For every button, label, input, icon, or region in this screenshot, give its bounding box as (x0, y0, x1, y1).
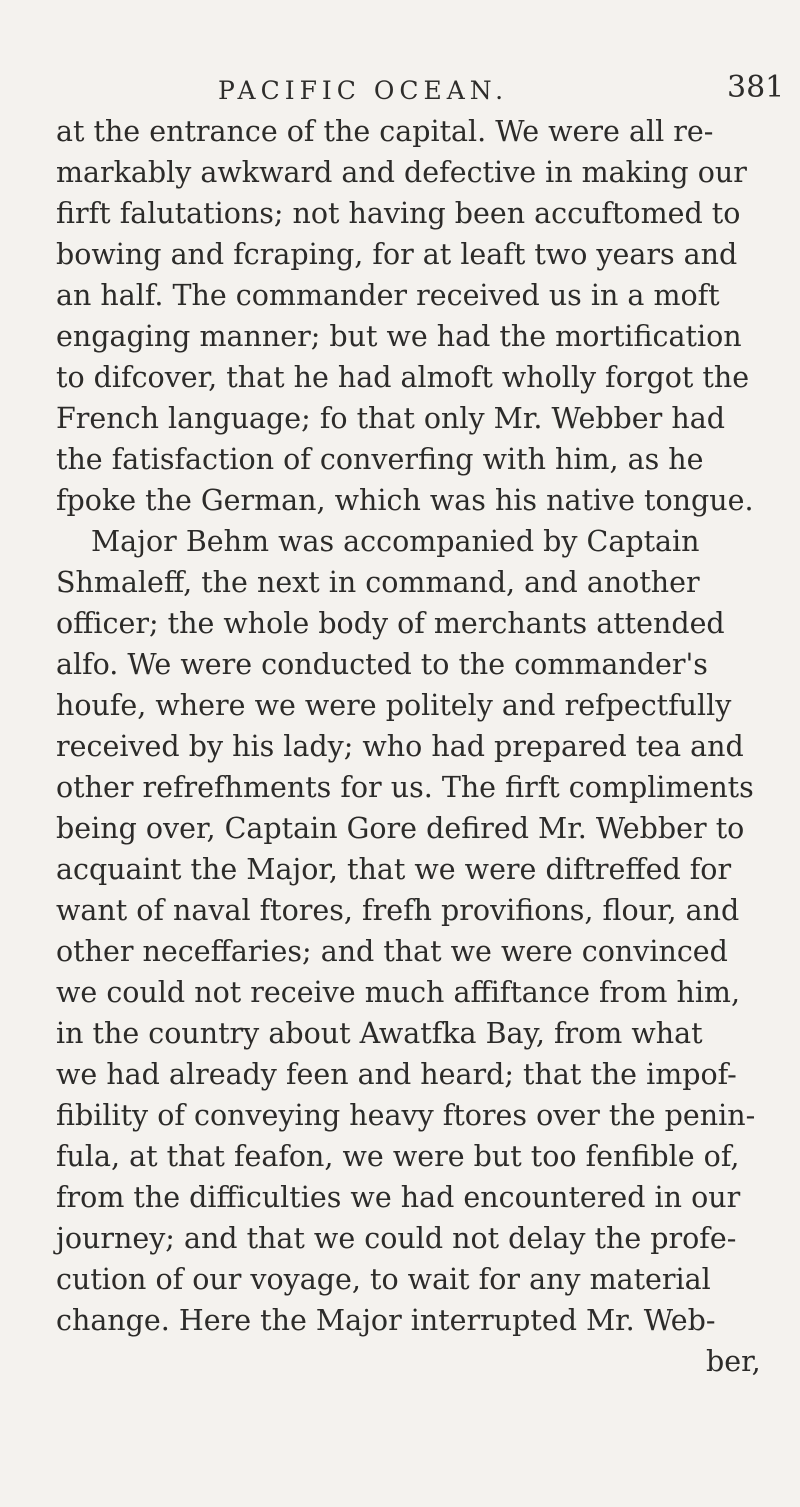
text-line: other refrefhments for us. The firft compliments (56, 771, 754, 804)
running-head: PACIFIC OCEAN. (218, 76, 509, 105)
text-line: houfe, where we were politely and refpectfully (56, 689, 732, 722)
text-line: received by his lady; who had prepared tea and (56, 730, 744, 763)
text-line: firft falutations; not having been accuftomed to (56, 197, 741, 230)
text-line: want of naval ftores, frefh provifions, flour, and (56, 894, 740, 927)
text-line: from the difficulties we had encountered in our (56, 1181, 741, 1214)
text-line: we had already feen and heard; that the impof- (56, 1058, 737, 1091)
text-line: markably awkward and defective in making our (56, 156, 747, 189)
text-line: other neceffaries; and that we were convinced (56, 935, 728, 968)
text-line: at the entrance of the capital. We were all re- (56, 115, 714, 148)
text-line: acquaint the Major, that we were diftreffed for (56, 853, 732, 886)
text-line: alfo. We were conducted to the commander's (56, 648, 708, 681)
text-line: officer; the whole body of merchants attended (56, 607, 725, 640)
text-line: cution of our voyage, to wait for any material (56, 1263, 711, 1296)
text-line: the fatisfaction of converfing with him, as he (56, 443, 704, 476)
text-line: we could not receive much affiftance from him, (56, 976, 741, 1009)
text-line: Major Behm was accompanied by Captain (91, 525, 700, 558)
text-line: change. Here the Major interrupted Mr. Web- (56, 1304, 716, 1337)
text-line: engaging manner; but we had the mortification (56, 320, 742, 353)
text-line: being over, Captain Gore defired Mr. Webber to (56, 812, 745, 845)
text-line: bowing and fcraping, for at leaft two years and (56, 238, 738, 271)
text-line-catchword: ber, (706, 1345, 761, 1378)
text-line: fpoke the German, which was his native tongue. (56, 484, 754, 517)
text-line: journey; and that we could not delay the profe- (56, 1222, 737, 1255)
text-line: an half. The commander received us in a moft (56, 279, 720, 312)
text-line: fula, at that feafon, we were but too fenfible of, (56, 1140, 740, 1173)
text-line: in the country about Awatfka Bay, from what (56, 1017, 703, 1050)
text-line: fibility of conveying heavy ftores over the penin- (56, 1099, 756, 1132)
text-line: French language; fo that only Mr. Webber had (56, 402, 725, 435)
text-line: to difcover, that he had almoft wholly forgot the (56, 361, 750, 394)
page-number: 381 (727, 70, 785, 105)
text-line: Shmaleff, the next in command, and another (56, 566, 700, 599)
